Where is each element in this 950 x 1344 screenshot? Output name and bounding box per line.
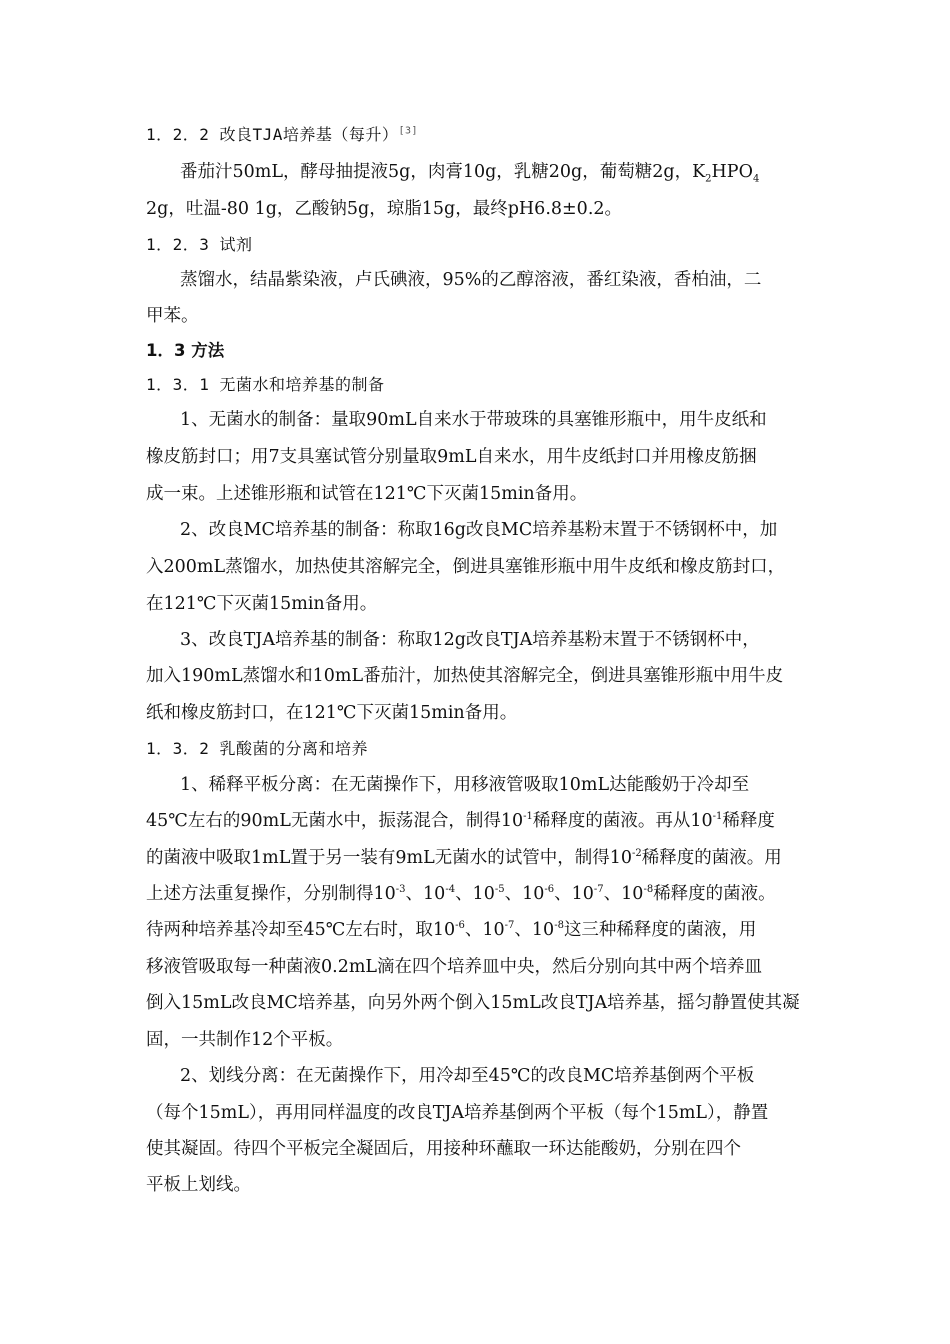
paragraph-line: 甲苯。 — [146, 306, 199, 326]
paragraph-line: 3、改良TJA培养基的制备：称取12g改良TJA培养基粉末置于不锈钢杯中， — [180, 630, 760, 650]
paragraph-line: 2g，吐温-80 1g，乙酸钠5g，琼脂15g，最终pH6.8±0.2。 — [146, 199, 623, 219]
paragraph-line: 入200mL蒸馏水，加热使其溶解完全，倒进具塞锥形瓶中用牛皮纸和橡皮筋封口， — [146, 557, 786, 577]
paragraph-line: 蒸馏水，结晶紫染液，卢氏碘液，95%的乙醇溶液，番红染液，香柏油，二 — [180, 270, 762, 290]
paragraph-line: 使其凝固。待四个平板完全凝固后，用接种环蘸取一环达能酸奶，分别在四个 — [146, 1139, 741, 1159]
paragraph-line: 橡皮筋封口；用7支具塞试管分别量取9mL自来水，用牛皮纸封口并用橡皮筋捆 — [146, 447, 757, 467]
section-heading-1-3: 1．3 方法 — [146, 341, 225, 360]
paragraph-line: 成一束。上述锥形瓶和试管在121℃下灭菌15min备用。 — [146, 484, 588, 504]
paragraph-line: 2、改良MC培养基的制备：称取16g改良MC培养基粉末置于不锈钢杯中，加 — [180, 520, 778, 540]
paragraph-line: 待两种培养基冷却至45℃左右时，取$10^{-6}$、$10^{-7}$、$10^{-8}$这三种稀释度的菌液，用 — [146, 920, 757, 940]
paragraph-line: 固，一共制作12个平板。 — [146, 1030, 344, 1050]
section-heading-1-2-2: 1．2．2 改良TJA培养基（每升）[3] — [146, 125, 418, 144]
paragraph-line: 上述方法重复操作，分别制得$10^{-3}$、$10^{-4}$、$10^{-5}$、$10^{-6}$、$10^{-7}$、$10^{-8}$稀释度的菌液。 — [146, 884, 776, 904]
paragraph-line: 1、无菌水的制备：量取90mL自来水于带玻珠的具塞锥形瓶中，用牛皮纸和 — [180, 410, 767, 430]
paragraph-line: 在121℃下灭菌15min备用。 — [146, 594, 378, 614]
paragraph-line: 倒入15mL改良MC培养基，向另外两个倒入15mL改良TJA培养基，摇匀静置使其凝 — [146, 993, 800, 1013]
paragraph-line: 平板上划线。 — [146, 1175, 251, 1195]
paragraph-line: 45℃左右的90mL无菌水中，振荡混合，制得$10^{-1}$稀释度的菌液。再从$10^{-1}$稀释度 — [146, 811, 775, 831]
paragraph-line: 的菌液中吸取1mL置于另一装有9mL无菌水的试管中，制得$10^{-2}$稀释度的菌液。用 — [146, 848, 782, 868]
section-heading-1-3-1: 1．3．1 无菌水和培养基的制备 — [146, 375, 385, 394]
paragraph-line: 加入190mL蒸馏水和10mL番茄汁，加热使其溶解完全，倒进具塞锥形瓶中用牛皮 — [146, 666, 784, 686]
paragraph-line: 2、划线分离：在无菌操作下，用冷却至45℃的改良MC培养基倒两个平板 — [180, 1066, 755, 1086]
section-heading-1-3-2: 1．3．2 乳酸菌的分离和培养 — [146, 739, 369, 758]
paragraph-line: （每个15mL），再用同样温度的改良TJA培养基倒两个平板（每个15mL），静置 — [146, 1103, 769, 1123]
paragraph-line: 移液管吸取每一种菌液0.2mL滴在四个培养皿中央，然后分别向其中两个培养皿 — [146, 957, 763, 977]
paragraph-line: 1、稀释平板分离：在无菌操作下，用移液管吸取10mL达能酸奶于冷却至 — [180, 775, 750, 795]
citation-marker: [3] — [398, 125, 418, 137]
section-heading-1-2-3: 1．2．3 试剂 — [146, 235, 253, 254]
paragraph-line: 番茄汁50mL，酵母抽提液5g，肉膏10g，乳糖20g，葡萄糖2g，$K_2HPO_4$ — [180, 162, 760, 185]
paragraph-line: 纸和橡皮筋封口，在121℃下灭菌15min备用。 — [146, 703, 518, 723]
